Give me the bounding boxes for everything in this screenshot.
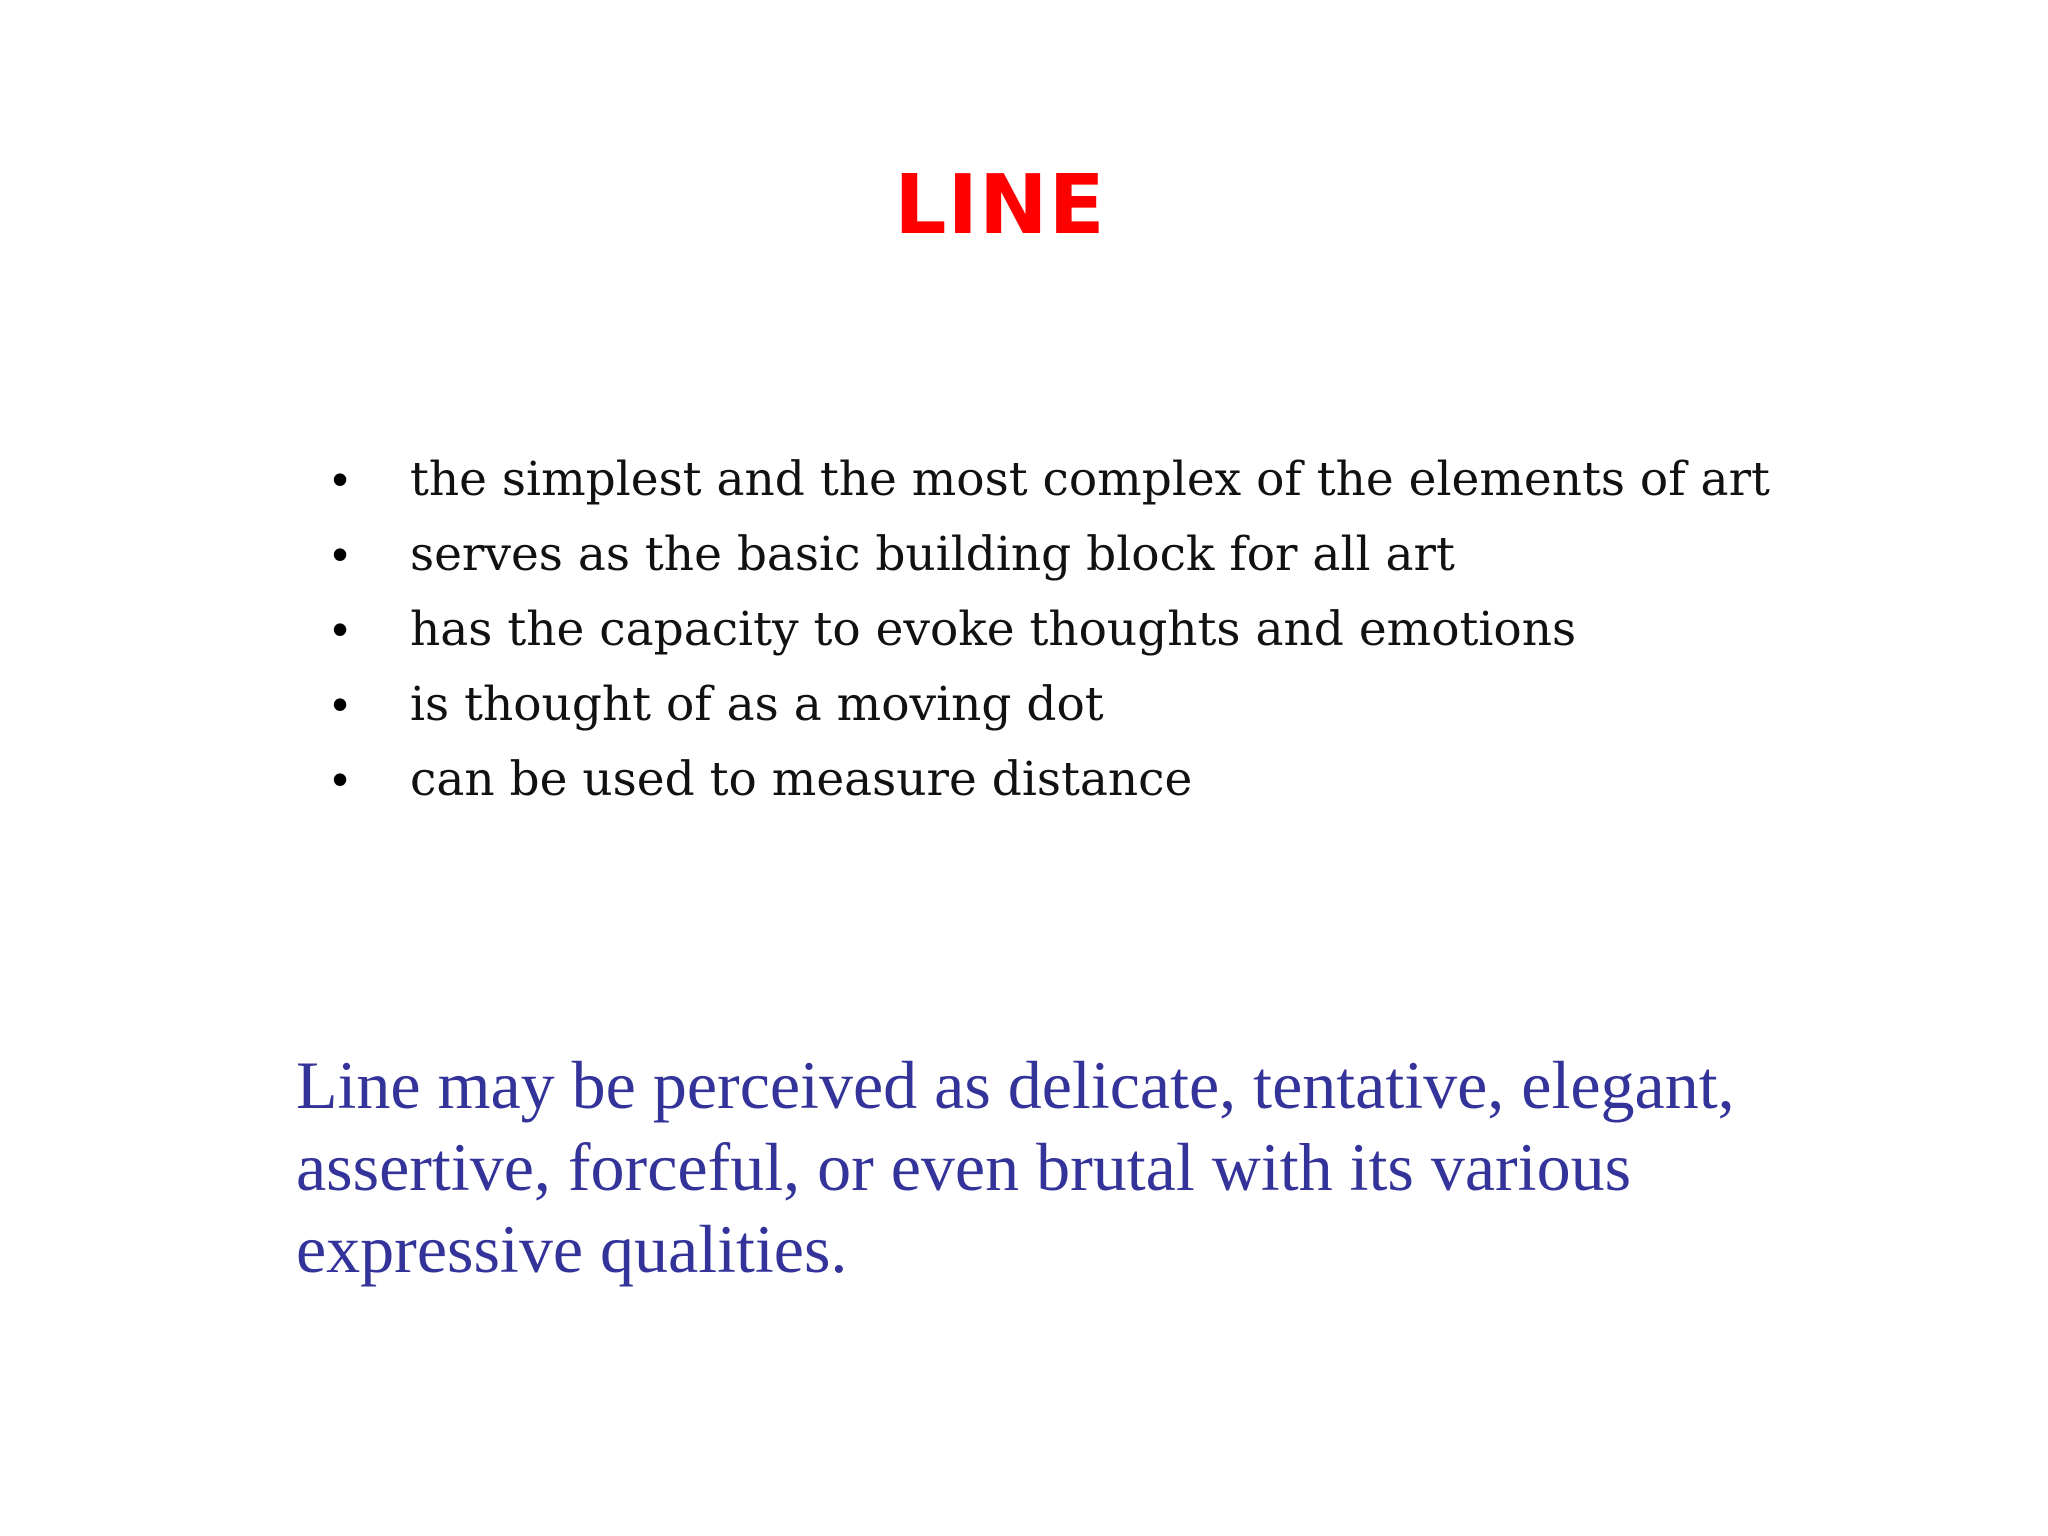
- bullet-text: can be used to measure distance: [410, 752, 1193, 807]
- bullet-item: [330, 742, 1770, 817]
- bullet-item: [330, 592, 1770, 667]
- quote-text: Line may be perceived as delicate, tentative, elegant, assertive, forceful, or even brutal with its various expressive qualities.: [296, 1047, 1735, 1287]
- bullet-dot-icon: •: [332, 678, 349, 730]
- bullet-text: the simplest and the most complex of the elements of art: [410, 452, 1770, 507]
- bullet-list: [330, 442, 1770, 817]
- slide-title: LINE: [894, 158, 1106, 253]
- bullet-text: has the capacity to evoke thoughts and emotions: [410, 602, 1577, 657]
- bullet-item: [330, 667, 1770, 742]
- bullet-text: is thought of as a moving dot: [410, 677, 1104, 732]
- bullet-dot-icon: •: [332, 603, 349, 655]
- bullet-dot-icon: •: [332, 753, 349, 805]
- bullet-text: serves as the basic building block for all art: [410, 527, 1455, 582]
- bullet-item: [330, 442, 1770, 517]
- bullet-dot-icon: •: [332, 528, 349, 580]
- bullet-item: [330, 517, 1770, 592]
- bullet-dot-icon: •: [332, 453, 349, 505]
